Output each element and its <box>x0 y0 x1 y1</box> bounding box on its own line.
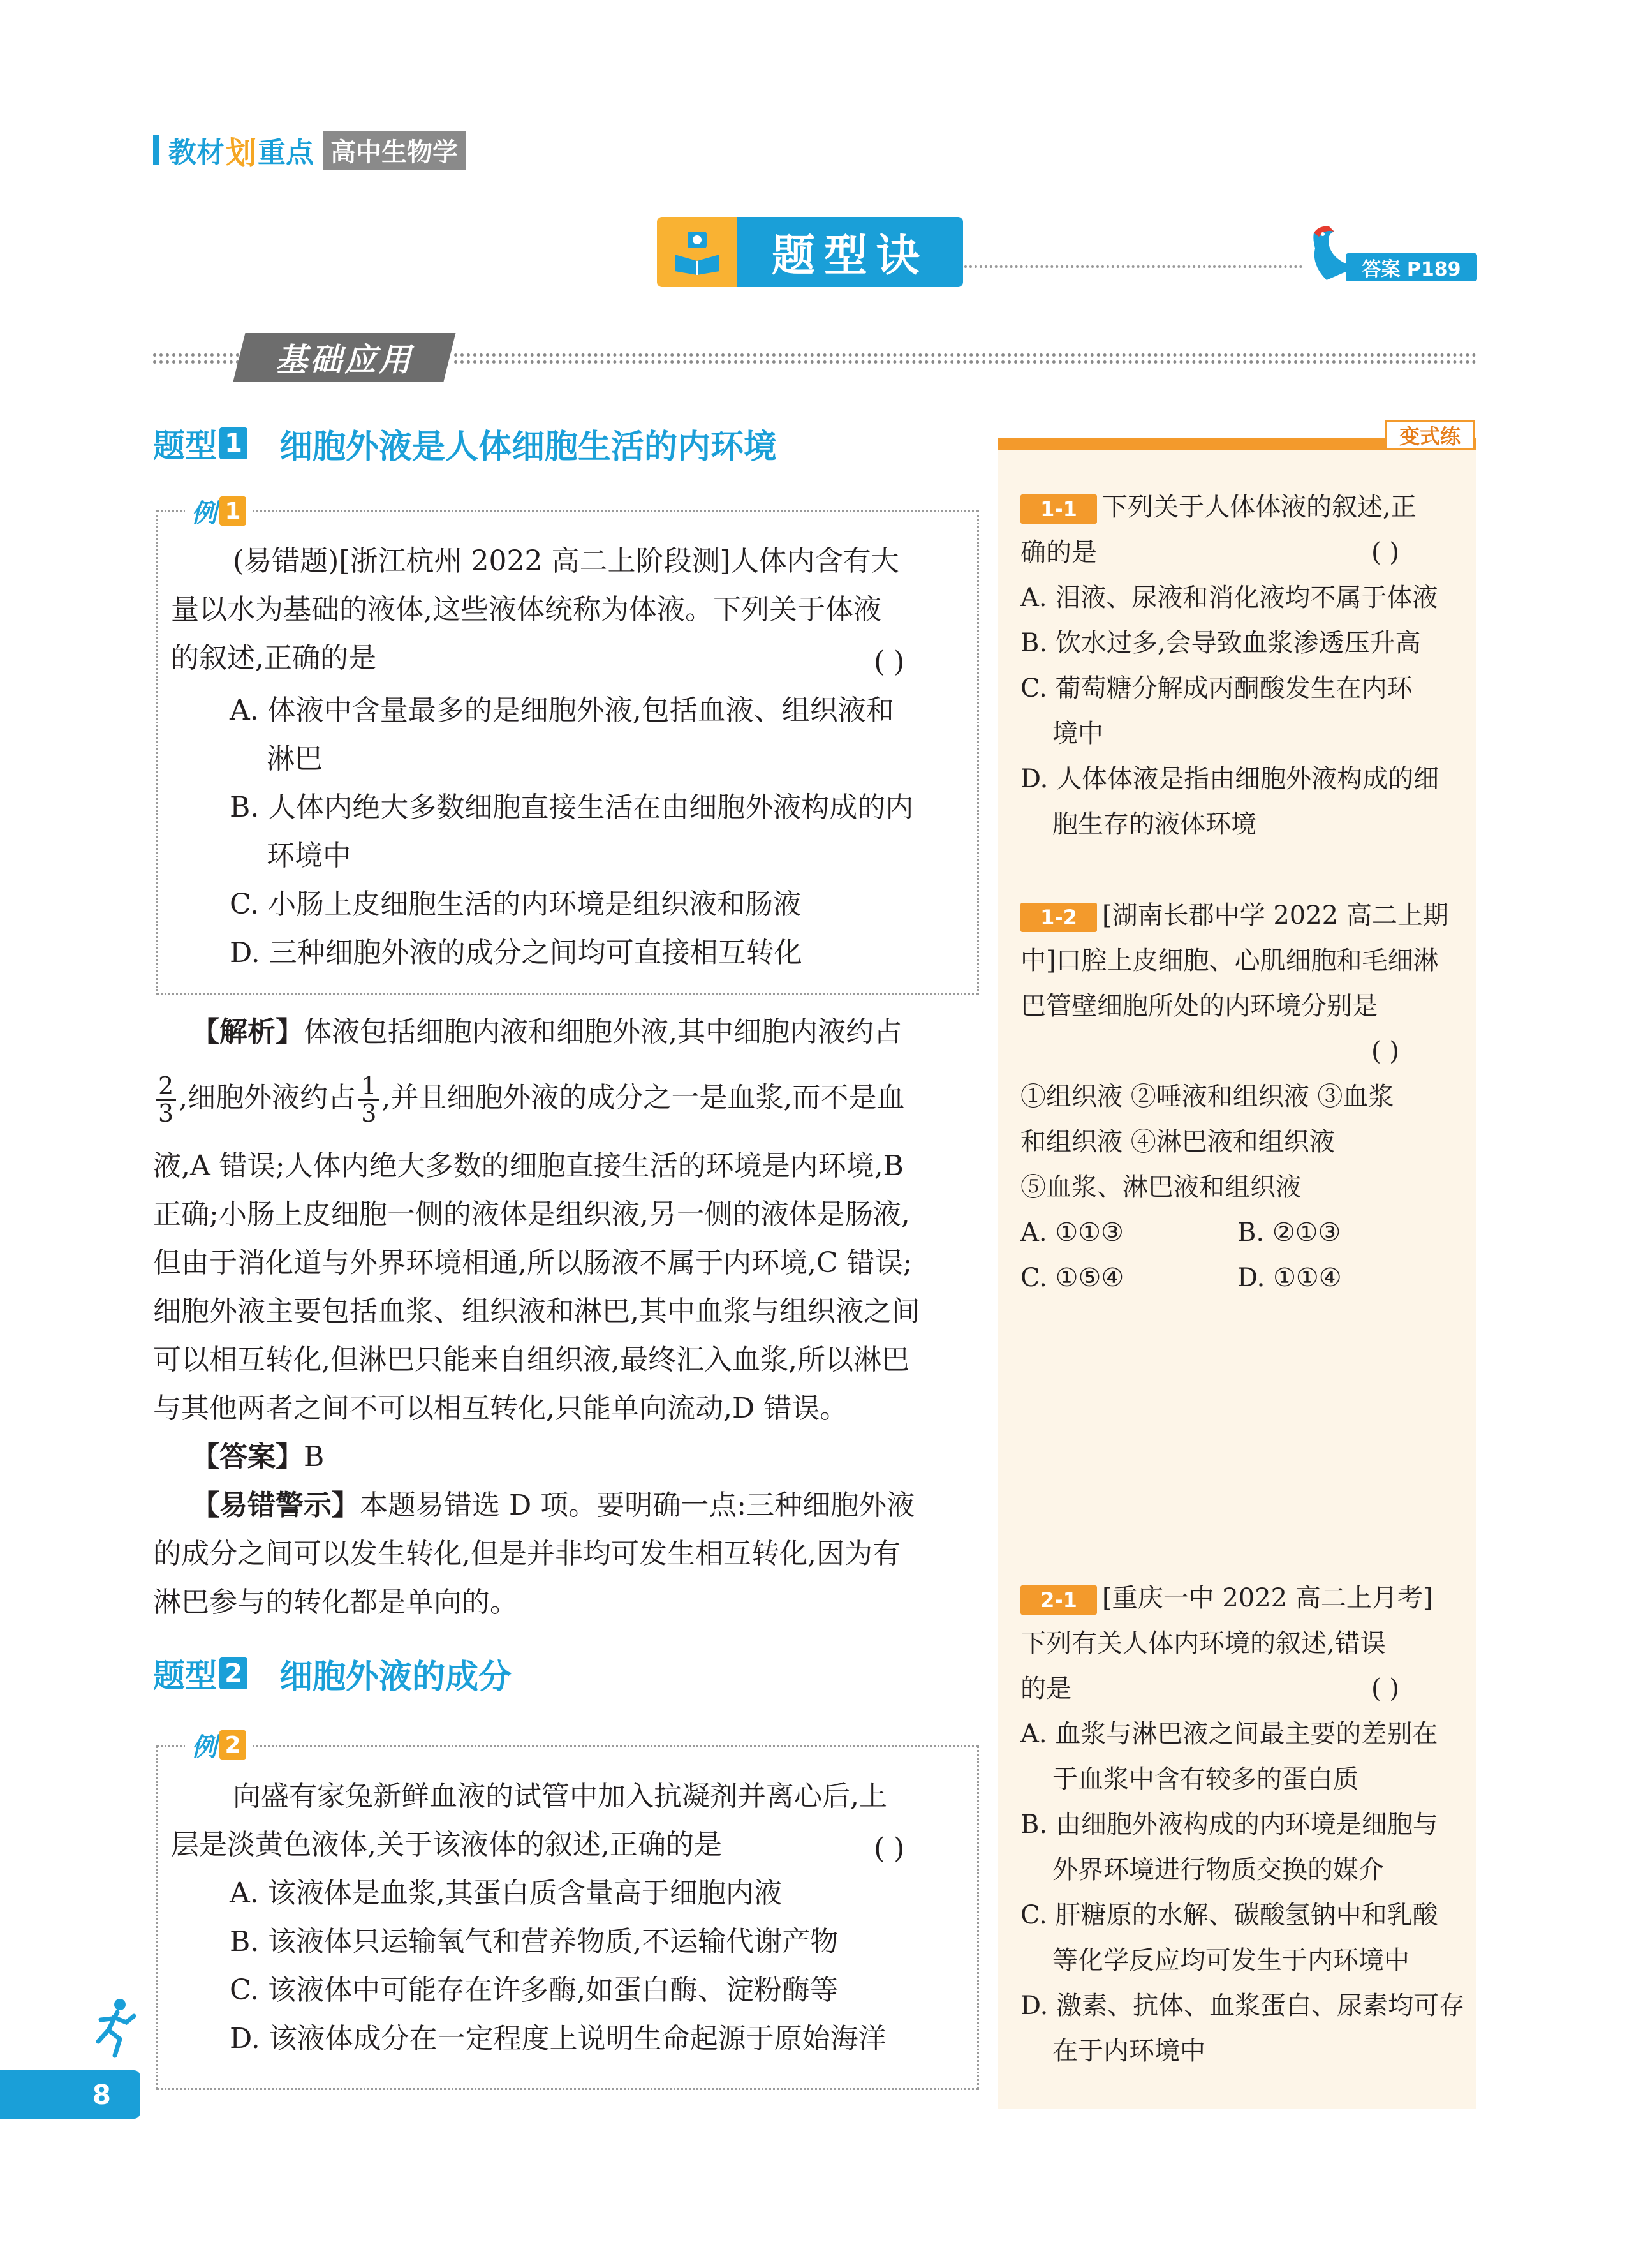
q11-line-1 <box>1020 485 1417 530</box>
ex1-option-a-cont: 淋巴 <box>267 743 323 775</box>
answer-page-tag: 答案 P189 <box>1346 253 1477 281</box>
warning-label: 【易错警示】 <box>191 1489 360 1522</box>
brand-subject: 高中生物学 <box>323 131 466 170</box>
answer-label: 【答案】 <box>191 1441 304 1473</box>
q21-line-2: 下列有关人体内环境的叙述,错误 <box>1020 1629 1386 1658</box>
ex1-option-c: C. 小肠上皮细胞生活的内环境是组织液和肠液 <box>230 888 802 921</box>
analysis-line-2 <box>153 1069 904 1127</box>
q21-line-1 <box>1020 1576 1432 1621</box>
ex2-option-d: D. 该液体成分在一定程度上说明生命起源于原始海洋 <box>230 2022 887 2055</box>
example-number: 1 <box>219 496 246 526</box>
brand-part2: 重点 <box>258 137 314 169</box>
q11-tag: 1-1 <box>1020 494 1097 524</box>
q12-tag: 1-2 <box>1020 903 1097 932</box>
q21-option-c: C. 肝糖原的水解、碳酸氢钠中和乳酸 <box>1020 1901 1438 1930</box>
q12-item-line-2: 和组织液 ④淋巴液和组织液 <box>1020 1127 1335 1157</box>
section-line-left <box>153 353 239 364</box>
page-number: 8 <box>0 2070 140 2119</box>
runner-icon <box>89 1997 140 2061</box>
frac-numerator: 1 <box>358 1074 379 1101</box>
q11-option-c: C. 葡萄糖分解成丙酮酸发生在内环 <box>1020 674 1413 703</box>
ex2-answer-paren: ( ) <box>874 1832 905 1865</box>
example-2-tag <box>185 1728 253 1762</box>
analysis-line-6: 细胞外液主要包括血浆、组织液和淋巴,其中血浆与组织液之间 <box>153 1295 920 1328</box>
frac-numerator: 2 <box>156 1074 176 1101</box>
title-text: 题型诀 <box>737 217 963 287</box>
warning-line-2: 的成分之间可以发生转化,但是并非均可发生相互转化,因为有 <box>153 1538 901 1570</box>
ex2-option-c: C. 该液体中可能存在许多酶,如蛋白酶、淀粉酶等 <box>230 1974 839 2006</box>
example-label: 例 <box>191 1732 217 1762</box>
q21-option-b: B. 由细胞外液构成的内环境是细胞与 <box>1020 1810 1438 1839</box>
ex1-option-a: A. 体液中含量最多的是细胞外液,包括血液、组织液和 <box>230 694 894 727</box>
warning-line-3: 淋巴参与的转化都是单向的。 <box>153 1586 518 1619</box>
section-label-text: 基础应用 <box>276 341 413 378</box>
q11-text-1: 下列关于人体体液的叙述,正 <box>1102 493 1417 522</box>
q11-option-a: A. 泪液、尿液和消化液均不属于体液 <box>1020 583 1438 612</box>
q21-option-d: D. 激素、抗体、血浆蛋白、尿素均可存 <box>1020 1991 1465 2020</box>
brand-mark: 划 <box>226 135 257 171</box>
ex1-stem-2: 量以水为基础的液体,这些液体统称为体液。下列关于体液 <box>171 593 881 626</box>
type-label: 题型 <box>153 427 217 464</box>
q12-item-line-1: ①组织液 ②唾液和组织液 ③血浆 <box>1020 1082 1394 1111</box>
type-number: 1 <box>219 427 247 459</box>
q11-option-d: D. 人体体液是指由细胞外液构成的细 <box>1020 764 1439 794</box>
ex2-stem-1: 向盛有家兔新鲜血液的试管中加入抗凝剂并离心后,上 <box>233 1780 887 1812</box>
variant-practice-tag: 变式练 <box>1385 420 1475 450</box>
analysis-text-2a: ,细胞外液约占 <box>179 1081 357 1114</box>
analysis-line-7: 可以相互转化,但淋巴只能来自组织液,最终汇入血浆,所以淋巴 <box>153 1344 909 1376</box>
analysis-text-2b: ,并且细胞外液的成分之一是血浆,而不是血 <box>381 1081 905 1114</box>
analysis-line-4: 正确;小肠上皮细胞一侧的液体是组织液,另一侧的液体是肠液, <box>153 1198 910 1231</box>
answer-reference <box>1301 220 1480 284</box>
ex1-stem-1: (易错题)[浙江杭州 2022 高二上阶段测]人体内含有大 <box>233 545 899 577</box>
brand-header <box>153 131 466 169</box>
q11-line-2: 确的是 <box>1020 538 1097 567</box>
ex1-answer-paren: ( ) <box>874 646 905 678</box>
q12-line-2: 中]口腔上皮细胞、心肌细胞和毛细淋 <box>1020 946 1439 975</box>
fraction-two-thirds <box>156 1074 176 1125</box>
warning-text-1: 本题易错选 D 项。要明确一点:三种细胞外液 <box>360 1489 915 1522</box>
ex1-stem-3: 的叙述,正确的是 <box>171 642 376 674</box>
q12-option-a: A. ①①③ <box>1020 1218 1124 1247</box>
q21-option-a: A. 血浆与淋巴液之间最主要的差别在 <box>1020 1719 1438 1749</box>
q12-option-d: D. ①①④ <box>1237 1263 1342 1293</box>
section-line-right <box>454 353 1476 364</box>
analysis-line-1 <box>191 1008 902 1056</box>
analysis-line-5: 但由于消化道与外界环境相通,所以肠液不属于内环境,C 错误; <box>153 1247 913 1279</box>
q12-line-1 <box>1020 893 1448 938</box>
type-label: 题型 <box>153 1657 217 1694</box>
ex2-stem-2: 层是淡黄色液体,关于该液体的叙述,正确的是 <box>171 1828 722 1861</box>
q11-answer-paren: ( ) <box>1371 538 1399 567</box>
q21-tag: 2-1 <box>1020 1585 1097 1615</box>
ex1-option-b: B. 人体内绝大多数细胞直接生活在由细胞外液构成的内 <box>230 791 914 824</box>
q21-option-b-cont: 外界环境进行物质交换的媒介 <box>1052 1855 1384 1885</box>
q11-option-d-cont: 胞生存的液体环境 <box>1052 810 1256 839</box>
type-name: 细胞外液是人体细胞生活的内环境 <box>279 427 777 466</box>
q21-option-c-cont: 等化学反应均可发生于内环境中 <box>1052 1946 1410 1975</box>
q21-option-a-cont: 于血浆中含有较多的蛋白质 <box>1052 1765 1358 1794</box>
ex2-option-b: B. 该液体只运输氧气和营养物质,不运输代谢产物 <box>230 1925 839 1958</box>
frac-denominator: 3 <box>361 1099 377 1127</box>
q21-text-1: [重庆一中 2022 高二上月考] <box>1102 1583 1433 1613</box>
q21-line-3: 的是 <box>1020 1674 1071 1703</box>
chapter-title <box>657 217 963 287</box>
ex2-option-a: A. 该液体是血浆,其蛋白质含量高于细胞内液 <box>230 1877 782 1909</box>
analysis-line-3: 液,A 错误;人体内绝大多数的细胞直接生活的环境是内环境,B <box>153 1150 904 1182</box>
analysis-line-8: 与其他两者之间不可以相互转化,只能单向流动,D 错误。 <box>153 1392 848 1425</box>
type-1-heading <box>153 421 777 466</box>
warning-line-1 <box>191 1481 915 1530</box>
frac-denominator: 3 <box>158 1099 174 1127</box>
brand-bar <box>153 135 159 165</box>
answer-value: B <box>304 1441 325 1473</box>
book-icon <box>657 217 737 287</box>
analysis-text-1: 体液包括细胞内液和细胞外液,其中细胞内液约占 <box>304 1016 902 1048</box>
q11-option-c-cont: 境中 <box>1052 719 1103 748</box>
answer-line <box>191 1433 324 1481</box>
q11-option-b: B. 饮水过多,会导致血浆渗透压升高 <box>1020 628 1421 658</box>
q12-option-b: B. ②①③ <box>1237 1218 1341 1247</box>
fraction-one-third <box>358 1074 379 1125</box>
type-number: 2 <box>219 1657 247 1689</box>
q12-text-1: [湖南长郡中学 2022 高二上期 <box>1102 901 1448 930</box>
q12-option-c: C. ①⑤④ <box>1020 1263 1124 1293</box>
q12-item-line-3: ⑤血浆、淋巴液和组织液 <box>1020 1173 1301 1202</box>
q21-answer-paren: ( ) <box>1371 1674 1399 1703</box>
example-number: 2 <box>219 1730 246 1760</box>
example-1-tag <box>185 494 253 528</box>
type-name: 细胞外液的成分 <box>279 1657 512 1696</box>
example-label: 例 <box>191 498 217 528</box>
ex1-option-d: D. 三种细胞外液的成分之间均可直接相互转化 <box>230 937 802 969</box>
q12-answer-paren: ( ) <box>1371 1037 1399 1066</box>
q21-option-d-cont: 在于内环境中 <box>1052 2036 1205 2066</box>
section-label <box>233 333 456 382</box>
type-2-heading <box>153 1651 512 1696</box>
brand-part1: 教材 <box>168 137 225 169</box>
q12-line-3: 巴管壁细胞所处的内环境分别是 <box>1020 991 1378 1021</box>
ex1-option-b-cont: 环境中 <box>267 840 351 872</box>
title-divider <box>964 265 1302 268</box>
analysis-label: 【解析】 <box>191 1016 304 1048</box>
